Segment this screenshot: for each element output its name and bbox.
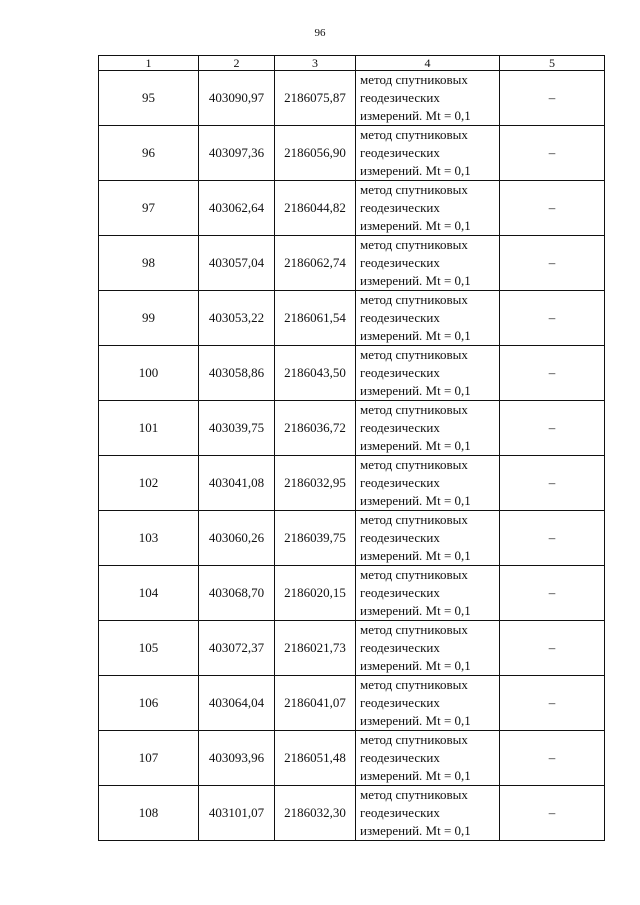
y-coordinate-cell: 2186041,07 [275, 676, 356, 731]
x-coordinate-cell: 403072,37 [199, 621, 275, 676]
method-line: измерений. Mt = 0,1 [360, 713, 471, 728]
y-coordinate-cell: 2186044,82 [275, 181, 356, 236]
method-line: измерений. Mt = 0,1 [360, 658, 471, 673]
method-line: метод спутниковых [360, 127, 468, 142]
col5-cell: – [500, 731, 605, 786]
method-line: геодезических [360, 200, 440, 215]
table-row [99, 181, 605, 236]
table-row [99, 291, 605, 346]
x-coordinate-cell: 403041,08 [199, 456, 275, 511]
point-number-cell: 99 [99, 291, 199, 346]
method-line: геодезических [360, 695, 440, 710]
table-body [99, 71, 605, 841]
col5-cell: – [500, 401, 605, 456]
point-number-cell: 103 [99, 511, 199, 566]
x-coordinate-cell: 403060,26 [199, 511, 275, 566]
header-col-2: 2 [199, 56, 275, 71]
method-cell [356, 731, 500, 786]
col5-cell: – [500, 511, 605, 566]
table-row [99, 71, 605, 126]
x-coordinate-cell: 403093,96 [199, 731, 275, 786]
point-number-cell: 104 [99, 566, 199, 621]
table-row [99, 676, 605, 731]
method-line: метод спутниковых [360, 677, 468, 692]
method-line: метод спутниковых [360, 622, 468, 637]
point-number-cell: 97 [99, 181, 199, 236]
method-line: метод спутниковых [360, 237, 468, 252]
table-row [99, 401, 605, 456]
method-line: измерений. Mt = 0,1 [360, 438, 471, 453]
method-cell [356, 786, 500, 841]
table-row [99, 236, 605, 291]
y-coordinate-cell: 2186036,72 [275, 401, 356, 456]
y-coordinate-cell: 2186051,48 [275, 731, 356, 786]
method-line: геодезических [360, 475, 440, 490]
method-line: метод спутниковых [360, 292, 468, 307]
point-number-cell: 102 [99, 456, 199, 511]
method-line: геодезических [360, 750, 440, 765]
method-cell [356, 401, 500, 456]
page-number: 96 [314, 27, 326, 39]
y-coordinate-cell: 2186075,87 [275, 71, 356, 126]
method-line: измерений. Mt = 0,1 [360, 163, 471, 178]
y-coordinate-cell: 2186032,30 [275, 786, 356, 841]
method-line: метод спутниковых [360, 402, 468, 417]
table-header [99, 56, 605, 71]
y-coordinate-cell: 2186020,15 [275, 566, 356, 621]
point-number-cell: 106 [99, 676, 199, 731]
col5-cell: – [500, 126, 605, 181]
col5-cell: – [500, 346, 605, 401]
method-line: метод спутниковых [360, 787, 468, 802]
method-line: метод спутниковых [360, 567, 468, 582]
y-coordinate-cell: 2186039,75 [275, 511, 356, 566]
method-line: измерений. Mt = 0,1 [360, 218, 471, 233]
x-coordinate-cell: 403101,07 [199, 786, 275, 841]
table-row [99, 126, 605, 181]
method-line: геодезических [360, 365, 440, 380]
method-line: геодезических [360, 255, 440, 270]
table-row [99, 511, 605, 566]
header-row [99, 56, 605, 71]
coordinates-table [98, 55, 605, 841]
method-line: геодезических [360, 420, 440, 435]
method-line: измерений. Mt = 0,1 [360, 273, 471, 288]
col5-cell: – [500, 456, 605, 511]
col5-cell: – [500, 291, 605, 346]
header-col-5: 5 [500, 56, 605, 71]
point-number-cell: 105 [99, 621, 199, 676]
header-col-4: 4 [356, 56, 500, 71]
point-number-cell: 108 [99, 786, 199, 841]
method-line: геодезических [360, 530, 440, 545]
point-number-cell: 101 [99, 401, 199, 456]
y-coordinate-cell: 2186062,74 [275, 236, 356, 291]
point-number-cell: 95 [99, 71, 199, 126]
method-line: геодезических [360, 640, 440, 655]
x-coordinate-cell: 403064,04 [199, 676, 275, 731]
col5-cell: – [500, 676, 605, 731]
method-line: измерений. Mt = 0,1 [360, 548, 471, 563]
point-number-cell: 107 [99, 731, 199, 786]
col5-cell: – [500, 621, 605, 676]
method-line: метод спутниковых [360, 512, 468, 527]
method-line: геодезических [360, 145, 440, 160]
method-cell [356, 181, 500, 236]
point-number-cell: 100 [99, 346, 199, 401]
x-coordinate-cell: 403097,36 [199, 126, 275, 181]
method-line: геодезических [360, 90, 440, 105]
y-coordinate-cell: 2186061,54 [275, 291, 356, 346]
method-line: измерений. Mt = 0,1 [360, 383, 471, 398]
method-line: метод спутниковых [360, 732, 468, 747]
y-coordinate-cell: 2186056,90 [275, 126, 356, 181]
y-coordinate-cell: 2186043,50 [275, 346, 356, 401]
method-cell [356, 236, 500, 291]
method-cell [356, 566, 500, 621]
col5-cell: – [500, 236, 605, 291]
col5-cell: – [500, 181, 605, 236]
y-coordinate-cell: 2186032,95 [275, 456, 356, 511]
method-line: геодезических [360, 310, 440, 325]
col5-cell: – [500, 566, 605, 621]
method-line: измерений. Mt = 0,1 [360, 603, 471, 618]
header-col-1: 1 [99, 56, 199, 71]
method-cell [356, 126, 500, 181]
x-coordinate-cell: 403090,97 [199, 71, 275, 126]
table-row [99, 621, 605, 676]
y-coordinate-cell: 2186021,73 [275, 621, 356, 676]
x-coordinate-cell: 403062,64 [199, 181, 275, 236]
method-cell [356, 621, 500, 676]
x-coordinate-cell: 403053,22 [199, 291, 275, 346]
method-line: метод спутниковых [360, 72, 468, 87]
method-cell [356, 291, 500, 346]
method-line: метод спутниковых [360, 182, 468, 197]
point-number-cell: 96 [99, 126, 199, 181]
method-cell [356, 511, 500, 566]
method-line: измерений. Mt = 0,1 [360, 823, 471, 838]
table-row [99, 346, 605, 401]
x-coordinate-cell: 403039,75 [199, 401, 275, 456]
x-coordinate-cell: 403068,70 [199, 566, 275, 621]
method-cell [356, 456, 500, 511]
method-line: измерений. Mt = 0,1 [360, 493, 471, 508]
x-coordinate-cell: 403058,86 [199, 346, 275, 401]
table-row [99, 456, 605, 511]
point-number-cell: 98 [99, 236, 199, 291]
col5-cell: – [500, 71, 605, 126]
table-row [99, 566, 605, 621]
method-cell [356, 346, 500, 401]
table-row [99, 786, 605, 841]
method-line: метод спутниковых [360, 457, 468, 472]
header-col-3: 3 [275, 56, 356, 71]
method-line: метод спутниковых [360, 347, 468, 362]
method-line: геодезических [360, 805, 440, 820]
method-cell [356, 676, 500, 731]
method-line: измерений. Mt = 0,1 [360, 768, 471, 783]
method-line: геодезических [360, 585, 440, 600]
method-line: измерений. Mt = 0,1 [360, 108, 471, 123]
method-line: измерений. Mt = 0,1 [360, 328, 471, 343]
table-row [99, 731, 605, 786]
col5-cell: – [500, 786, 605, 841]
method-cell [356, 71, 500, 126]
x-coordinate-cell: 403057,04 [199, 236, 275, 291]
